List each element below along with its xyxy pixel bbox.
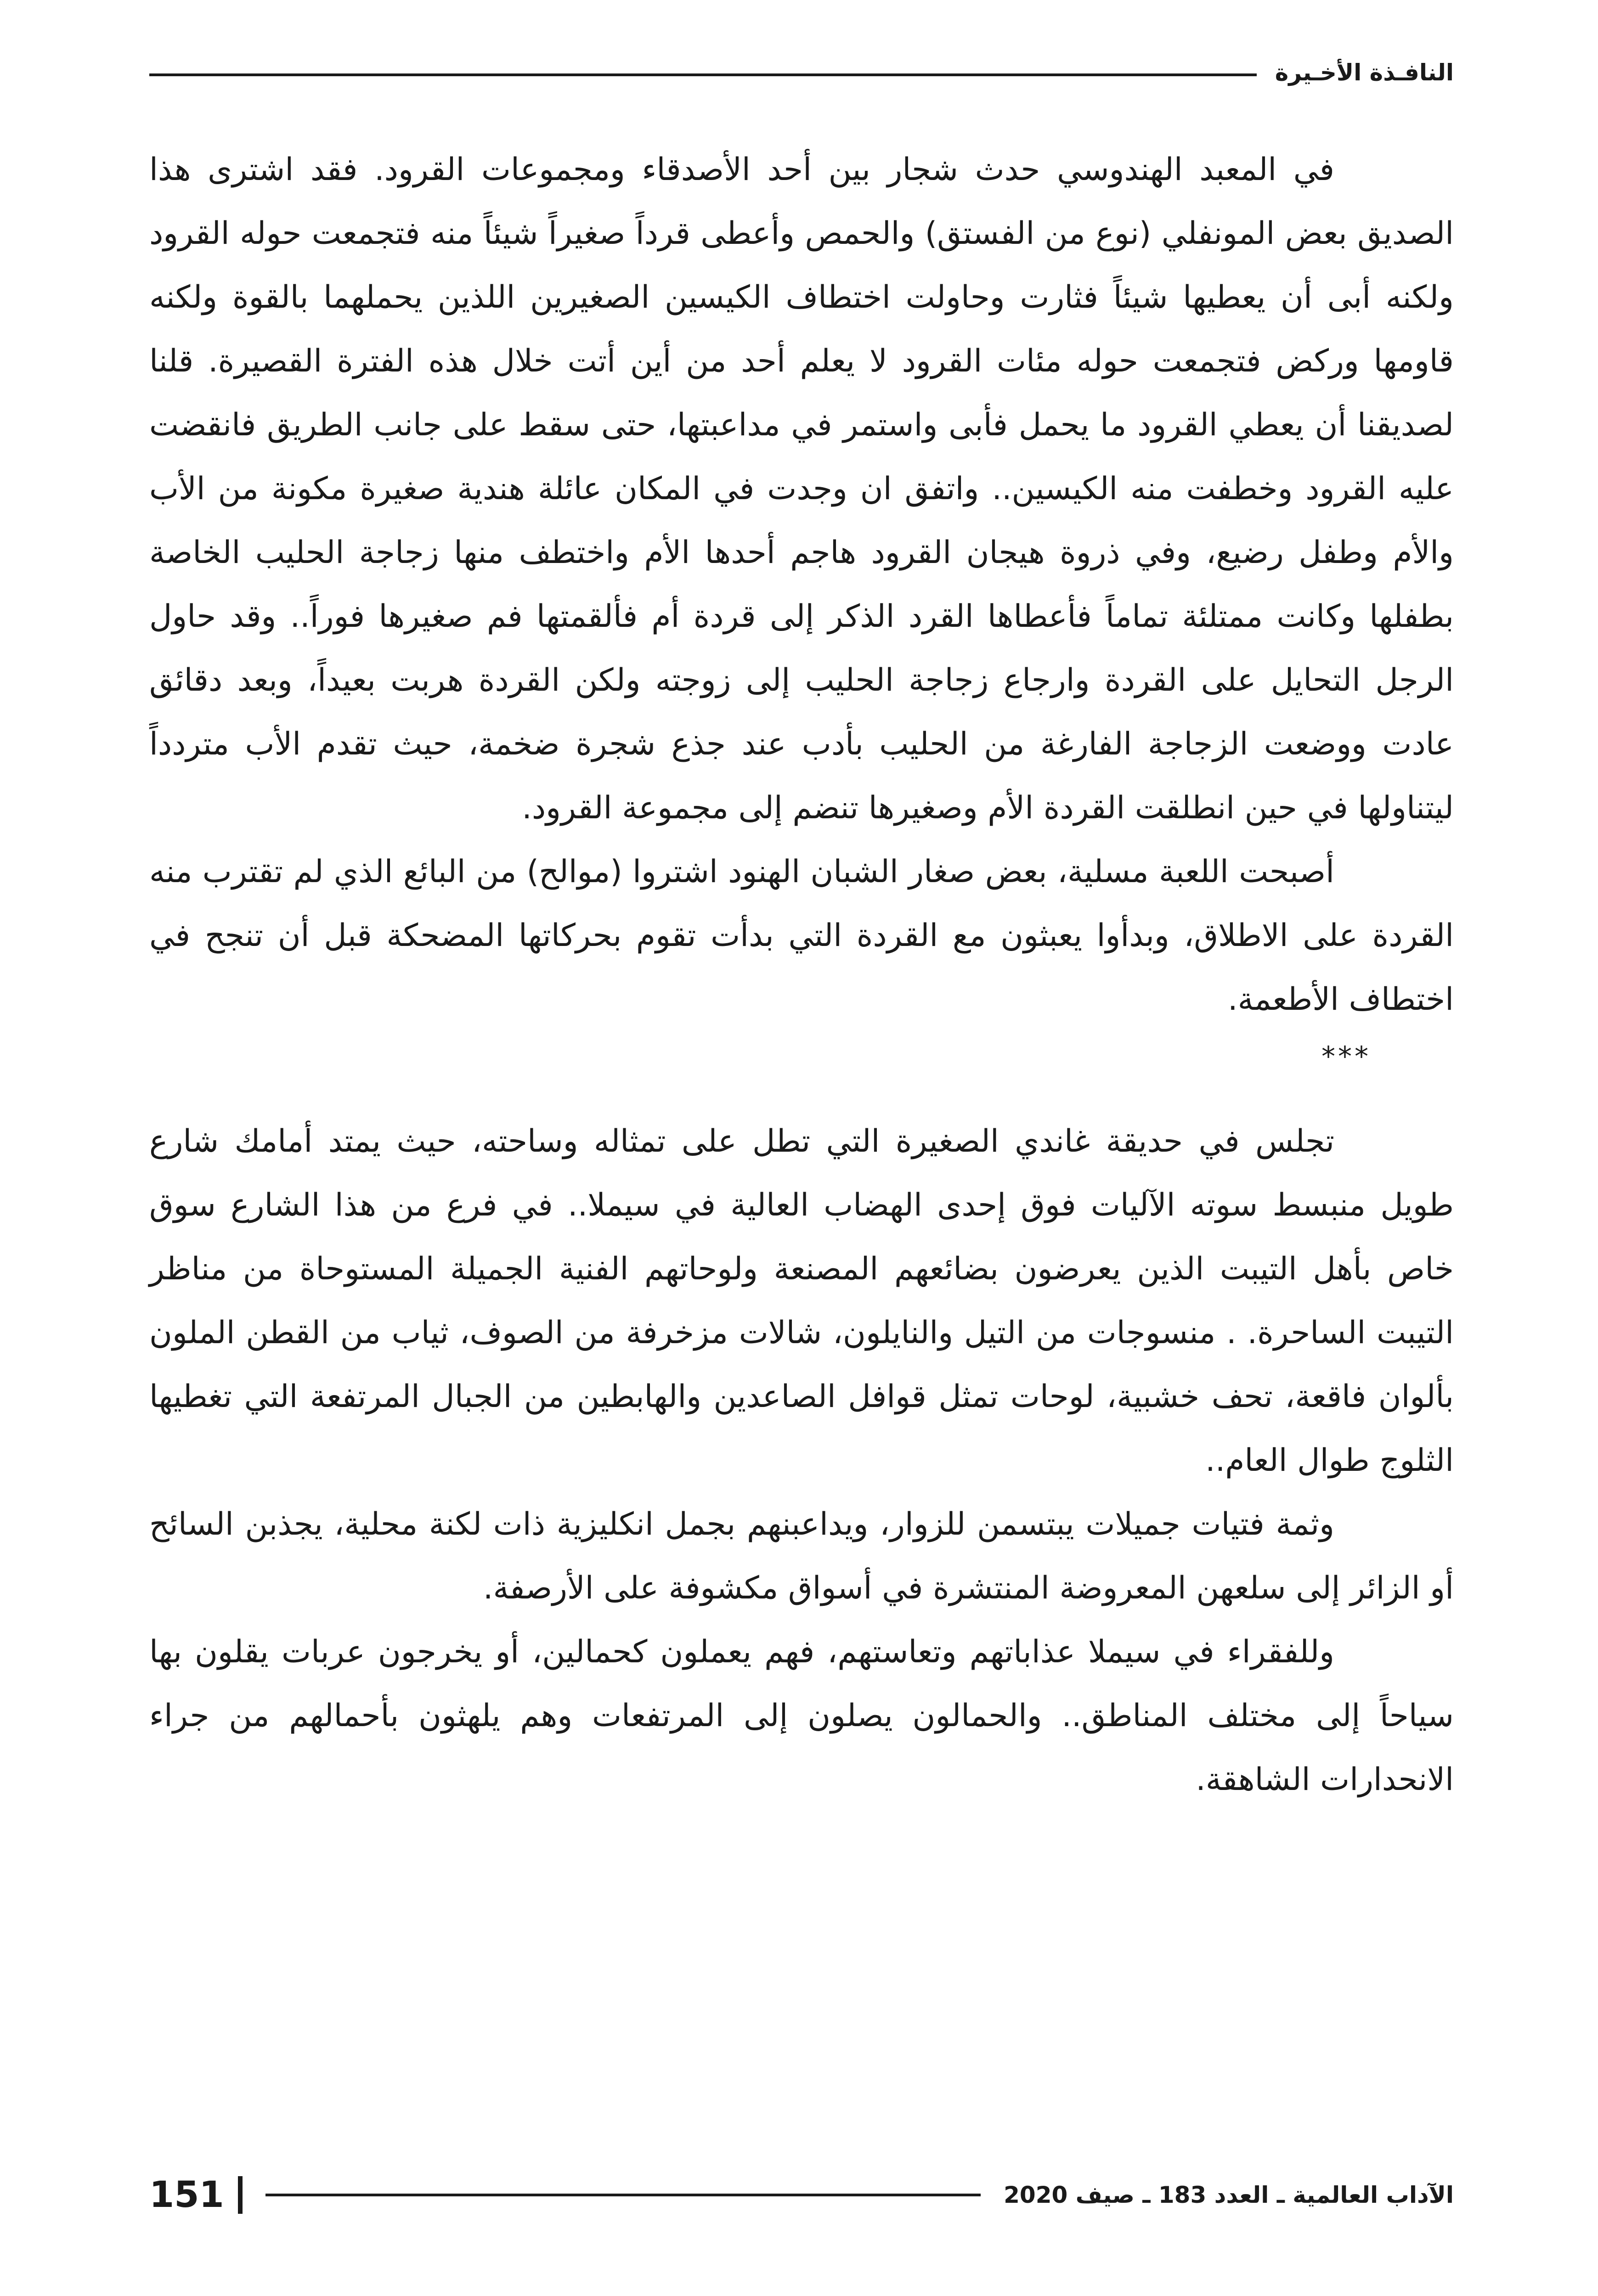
journal-info: الآداب العالمية ـ العدد 183 ـ صيف 2020: [1004, 2182, 1454, 2208]
running-header: [149, 54, 1454, 91]
page-footer: [149, 2167, 1454, 2223]
section-separator: ***: [1321, 1041, 1371, 1073]
paragraph: أصبحت اللعبة مسلية، بعض صغار الشبان الهنود اشتروا (موالح) من البائع الذي لم تقترب منه القردة على الاطلاق، وبدأوا يعبثون مع القردة التي بدأت تقوم بحركاتها المضحكة قبل أن تنجح في اختطاف الأطعمة.: [149, 854, 1454, 1018]
header-rule: [149, 73, 1257, 76]
paragraph: وللفقراء في سيملا عذاباتهم وتعاستهم، فهم يعملون كحمالين، أو يخرجون عربات يقلون بها سياحاً إلى مختلف المناطق.. والحمالون يصلون إلى المرتفعات وهم يلهثون بأحمالهم من جراء الانحدارات الشاهقة.: [149, 1634, 1454, 1798]
running-title: النافـذة الأخـيرة: [1275, 59, 1454, 86]
page-number-bar: [238, 2176, 243, 2214]
article-body: [149, 138, 1454, 1812]
footer-rule: [265, 2194, 981, 2196]
paragraph: تجلس في حديقة غاندي الصغيرة التي تطل على تمثاله وساحته، حيث يمتد أمامك شارع طويل منبسط سوته الآليات فوق إحدى الهضاب العالية في سيملا.. في فرع من هذا الشارع سوق خاص بأهل التيبت الذين يعرضون بضائعهم المصنعة ولوحاتهم الفنية الجميلة المستوحاة من مناظر التيبت الساحرة. . منسوجات من التيل والنايلون، شالات مزخرفة من الصوف، ثياب من القطن الملون بألوان فاقعة، تحف خشبية، لوحات تمثل قوافل الصاعدين والهابطين من الجبال المرتفعة التي تغطيها الثلوج طوال العام..: [149, 1123, 1454, 1479]
paragraph: وثمة فتيات جميلات يبتسمن للزوار، ويداعبنهم بجمل انكليزية ذات لكنة محلية، يجذبن السائح أو الزائر إلى سلعهن المعروضة المنتشرة في أسواق مكشوفة على الأرصفة.: [149, 1506, 1454, 1606]
paragraph: في المعبد الهندوسي حدث شجار بين أحد الأصدقاء ومجموعات القرود. فقد اشترى هذا الصديق بعض المونفلي (نوع من الفستق) والحمص وأعطى قرداً صغيراً شيئاً منه فتجمعت حوله القرود ولكنه أبى أن يعطيها شيئاً فثارت وحاولت اختطاف الكيسين الصغيرين اللذين يحملهما بالقوة ولكنه قاومها وركض فتجمعت حوله مئات القرود لا يعلم أحد من أين أتت خلال هذه الفترة القصيرة. قلنا لصديقنا أن يعطي القرود ما يحمل فأبى واستمر في مداعبتها، حتى سقط على جانب الطريق فانقضت عليه القرود وخطفت منه الكيسين.. واتفق ان وجدت في المكان عائلة هندية صغيرة مكونة من الأب والأم وطفل رضيع، وفي ذروة هيجان القرود هاجم أحدها الأم واختطف منها زجاجة الحليب الخاصة بطفلها وكانت ممتلئة تماماً فأعطاها القرد الذكر إلى قردة أم فألقمتها فم صغيرها فوراً.. وقد حاول الرجل التحايل على القردة وارجاع زجاجة الحليب إلى زوجته ولكن القردة هربت بعيداً، وبعد دقائق عادت ووضعت الزجاجة الفارغة من الحليب بأدب عند جذع شجرة ضخمة، حيث تقدم الأب متردداً ليتناولها في حين انطلقت القردة الأم وصغيرها تنضم إلى مجموعة القرود.: [149, 152, 1454, 826]
page-number: 151: [149, 2174, 224, 2216]
